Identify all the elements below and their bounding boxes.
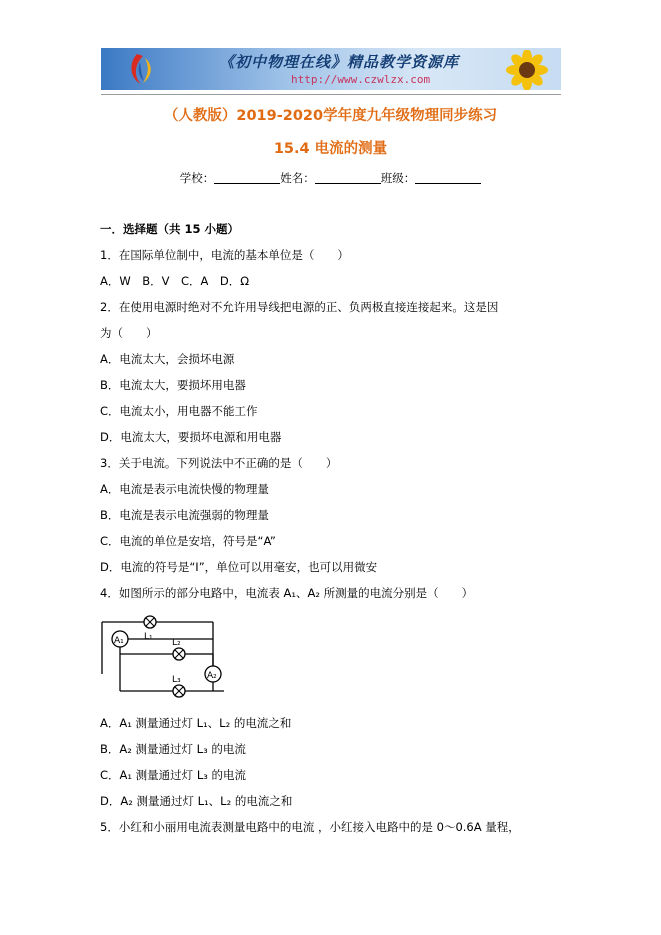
question-4-option-d: D．A₂ 测量通过灯 L₁、L₂ 的电流之和 xyxy=(100,794,293,808)
question-3-option-d: D．电流的符号是“I”，单位可以用毫安，也可以用微安 xyxy=(100,560,378,574)
circuit-diagram xyxy=(100,612,235,698)
question-2-option-d: D．电流太大，要损坏电源和用电器 xyxy=(100,430,282,444)
section-heading: 一．选择题（共 15 小题） xyxy=(100,222,240,236)
question-2-line-2: 为（ ） xyxy=(100,326,158,340)
question-4: 4．如图所示的部分电路中，电流表 A₁、A₂ 所测量的电流分别是（ ） xyxy=(100,586,474,600)
ammeter-a1-label: A₁ xyxy=(114,636,124,646)
question-2-option-b: B．电流太大，要损坏用电器 xyxy=(100,378,246,392)
lamp-l3-label: L₃ xyxy=(172,675,181,685)
name-label: 姓名： xyxy=(280,171,315,185)
lamp-l2-label: L₂ xyxy=(172,638,181,648)
document-title: （人教版）2019-2020学年度九年级物理同步练习 xyxy=(163,108,498,124)
class-label: 班级： xyxy=(380,171,416,185)
lamp-l3-icon xyxy=(173,685,185,697)
site-logo-icon xyxy=(123,52,163,86)
school-label: 学校： xyxy=(179,171,215,185)
lamp-l1-label: L₁ xyxy=(144,632,153,642)
question-2-line-1: 2．在使用电源时绝对不允许用导线把电源的正、负两极直接连接起来。这是因 xyxy=(100,300,499,314)
student-info-row xyxy=(0,170,661,186)
question-3-option-c: C．电流的单位是安培，符号是“A” xyxy=(100,534,276,548)
lesson-subtitle: 15.4 电流的测量 xyxy=(273,141,388,157)
question-5: 5．小红和小丽用电流表测量电路中的电流 ，小红接入电路中的是 0～0.6A 量程， xyxy=(100,820,520,834)
header-banner xyxy=(101,48,561,90)
banner-title: 《初中物理在线》精品教学资源库 xyxy=(219,53,460,71)
header-divider xyxy=(101,94,561,95)
question-1-options: A．W B．V C．A D．Ω xyxy=(100,274,250,288)
class-blank[interactable] xyxy=(415,171,481,184)
question-3-option-a: A．电流是表示电流快慢的物理量 xyxy=(100,482,269,496)
name-blank[interactable] xyxy=(315,171,381,184)
question-3-option-b: B．电流是表示电流强弱的物理量 xyxy=(100,508,269,522)
question-2-option-c: C．电流太小，用电器不能工作 xyxy=(100,404,258,418)
ammeter-a2-label: A₂ xyxy=(207,671,217,681)
question-2-option-a: A．电流太大，会损坏电源 xyxy=(100,352,235,366)
lamp-l1-icon xyxy=(144,616,156,628)
question-4-option-b: B．A₂ 测量通过灯 L₃ 的电流 xyxy=(100,742,246,756)
banner-url[interactable]: http://www.czwlzx.com xyxy=(291,73,431,86)
lamp-l2-icon xyxy=(173,648,185,660)
sunflower-icon xyxy=(495,50,555,90)
question-3: 3．关于电流。下列说法中不正确的是（ ） xyxy=(100,456,338,470)
question-4-option-c: C．A₁ 测量通过灯 L₃ 的电流 xyxy=(100,768,246,782)
question-4-option-a: A．A₁ 测量通过灯 L₁、L₂ 的电流之和 xyxy=(100,716,292,730)
school-blank[interactable] xyxy=(214,171,280,184)
question-1: 1．在国际单位制中，电流的基本单位是（ ） xyxy=(100,248,349,262)
